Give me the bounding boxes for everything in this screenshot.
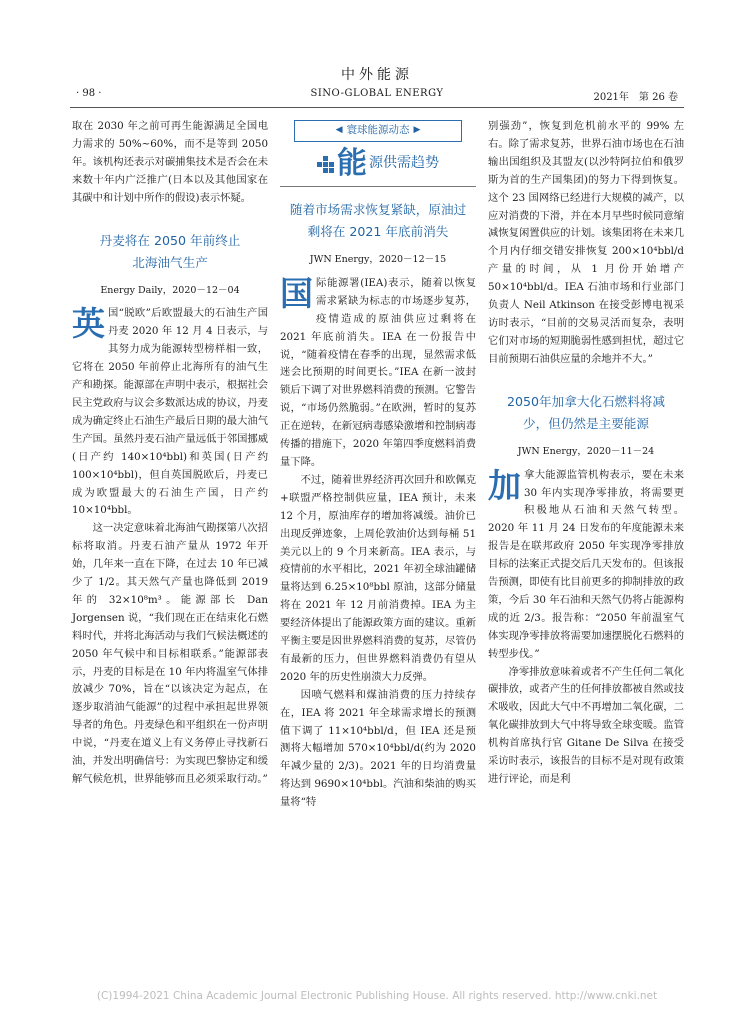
paragraph: 国际能源署(IEA)表示，随着以恢复需求紧缺为标志的市场逐步复苏，疫情造成的原油供应过剩将在 2021 年底前消失。IEA 在一份报告中说，“随着疫情在春季的出现，显然需求低迷会比预期的时间更长。”IEA 在新一波封锁后下调了对世界燃料消费的预测。它警告说，“市场仍然脆弱。”在欧洲，暂时的复苏正在逆转，在新冠病毒感染激增和控制病毒传播的措施下，2020 年第四季度燃料消费量下降。 — [280, 273, 476, 468]
section-title-big-char: 能 — [337, 146, 367, 181]
paragraph: 这一决定意味着北海油气勘探第八次招标将取消。丹麦石油产量从 1972 年开始，几年来一直在下降，在过去 10 年已减少了 1/2。其天然气产量也降低到 2019 年的 32×10⁸m³。能源部长 Dan Jorgensen 说，“我们现在正在结束化石燃料时代，并将北海活动与我们气候法概述的 2050 年气候中和目标相联系。”能源部表示，丹麦的目标是在 10 年内将温室气体排放减少 70%，旨在“以该决定为起点，在逐步取消油气能源”的过程中承担起世界领导者的角色。丹麦绿色和平组织在一份声明中说，“丹麦在道义上有义务停止寻找新石油，并发出明确信号：为实现巴黎协定和缓解气候危机，世界能够而且必须采取行动。” — [72, 522, 268, 785]
article-title-canada: 2050年加拿大化石燃料将减少，但仍然是主要能源 — [507, 393, 665, 431]
drop-cap: 英 — [72, 304, 105, 344]
copyright-footer: (C)1994-2021 China Academic Journal Electronic Publishing House. All rights reserved. http://www.cnki.net — [96, 990, 658, 1002]
column-right — [488, 118, 684, 789]
drop-cap: 国 — [280, 273, 313, 313]
paragraph: 不过，随着世界经济再次回升和欧佩克+联盟严格控制供应量，IEA 预计，未来 12 个月，原油库存的增加将减缓。油价已出现反弹迹象，上周伦敦油价达到每桶 51 美元以上的 9 个月来新高。IEA 表示，与疫情前的水平相比，2021 年初全球油罐储量将达到 6.25×10⁸bbl 原油，这部分储量将在 2021 年 12 月前消费掉。IEA 为主要经济体提出了能源政策方面的建议。重新平衡主要是因世界燃料消费的复苏，尽管仍有最新的压力，但世界燃料消费仍有望从 2020 年的历史性崩溃大力反弹。 — [280, 473, 476, 683]
pixel-squares-icon — [317, 156, 334, 173]
section-title-text: 源供需趋势 — [369, 155, 439, 172]
section-label: 寰球能源动态 — [346, 124, 410, 137]
paragraph: 因喷气燃料和煤油消费的压力持续存在，IEA 将 2021 年全球需求增长的预测值下调了 11×10⁴bbl/d，但 IEA 还是预测将大幅增加 570×10⁴bbl/d(约为 2020 年减少量的 2/3)。2021 年的日均消费量将达到 9690×10⁴bbl。汽油和柴油的购买量将“特 — [280, 688, 476, 809]
continued-paragraph: 别强劲”，恢复到危机前水平的 99% 左右。除了需求复苏，世界石油市场也在石油输出国组织及其盟友(以沙特阿拉伯和俄罗斯为首的生产国集团)的努力下得到恢复。这个 23 国网络已经进行大规模的减产，以应对消费的下滑，并在本月早些时候同意缩减恢复闲置供应的计划。该集团将在未来几个月内仔细交错安排恢复 200×10⁴bbl/d 产量的时间，从 1 月份开始增产 50×10⁴bbl/d。IEA 石油市场和行业部门负责人 Neil Atkinson 在接受彭博电视采访时表示，“目前的交易灵活而复杂，表明它们对市场的短期脆弱性感到担忧，超过它目前预期石油供应量的余地并不大。” — [488, 120, 684, 365]
paragraph: 加拿大能源监管机构表示，要在未来 30 年内实现净零排放，将需要更积极地从石油和天然气转型。2020 年 11 月 24 日发布的年度能源未来报告是在联邦政府 2050 年实现净零排放目标的法案正式提交后几天发布的。但该报告预测，即使有比目前更多的抑制排放的政策，今后 30 年石油和天然气仍将占能源构成的近 2/3。报告称：“2050 年前温室气体实现净零排放将需要加速摆脱化石燃料的转型步伐。” — [488, 465, 684, 660]
issue-info: 2021年 第 26 卷 — [593, 92, 678, 103]
article-source-oil: JWN Energy，2020－12－15 — [309, 254, 447, 265]
column-middle — [280, 118, 476, 812]
header-rule — [70, 107, 684, 108]
section-title — [280, 148, 476, 180]
section-divider — [280, 186, 476, 187]
article-title-denmark: 丹麦将在 2050 年前终止北海油气生产 — [99, 232, 241, 270]
paragraph: 净零排放意味着或者不产生任何二氧化碳排放，或者产生的任何排放都被自然或技术吸收，因此大气中不再增加二氧化碳，二氧化碳排放到大气中将导致全球变暖。监管机构首席执行官 Gitane De Silva 在接受采访时表示，该报告的目标不是对现有政策进行评论，而是利 — [488, 665, 684, 785]
triangle-left-icon: ◀ — [335, 125, 343, 136]
paragraph: 英国“脱欧”后欧盟最大的石油生产国丹麦 2020 年 12 月 4 日表示，与其努力成为能源转型榜样相一致，它将在 2050 年前停止北海所有的油气生产和勘探。能源部在声明中表示，根据社会民主党政府与议会多数派达成的协议，丹麦成为确定终止石油生产最后日期的最大油气生产国。虽然丹麦石油产量远低于邻国挪威(日产约 140×10⁴bbl)和英国(日产约 100×10⁴bbl)，但自英国脱欧后，丹麦已成为欧盟最大的石油生产国，日产约 10×10⁴bbl。 — [72, 304, 268, 517]
article-title-oil: 随着市场需求恢复紧缺，原油过剩将在 2021 年底前消失 — [289, 202, 467, 239]
journal-subtitle: SINO-GLOBAL ENERGY — [310, 88, 444, 99]
continued-paragraph: 取在 2030 年之前可再生能源满足全国电力需求的 50%~60%，而不是等到 2050 年。该机构还表示对碳捕集技术是否会在未来数十年内广泛推广(日本以及其他国家在其碳中和计划中所作的假设)表示怀疑。 — [72, 120, 268, 204]
triangle-right-icon: ▶ — [413, 125, 421, 136]
article-source-canada: JWN Energy，2020－11－24 — [517, 445, 655, 457]
drop-cap: 加 — [488, 465, 521, 505]
journal-title: 中外能源 — [341, 67, 413, 83]
page-number: · 98 · — [76, 88, 102, 99]
column-left — [72, 118, 268, 789]
section-label-box — [294, 120, 462, 142]
article-source-denmark: Energy Daily，2020－12－04 — [100, 284, 240, 296]
